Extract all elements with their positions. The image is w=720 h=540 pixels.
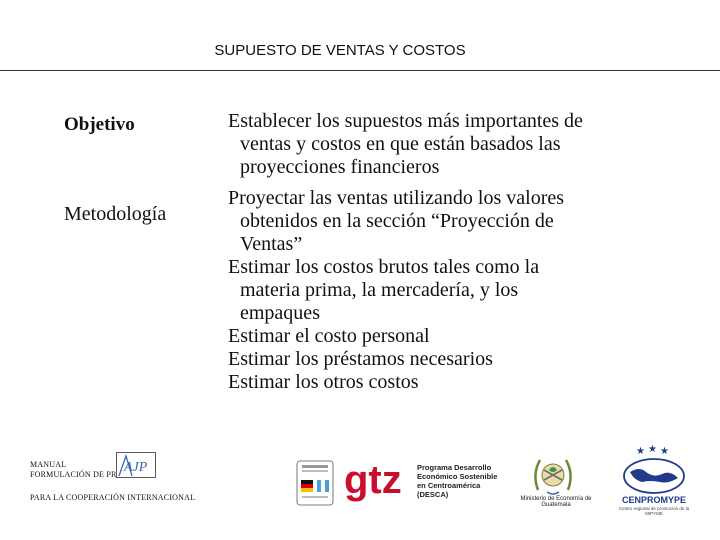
metodologia-line: materia prima, la mercadería, y los [240, 279, 519, 301]
desca-line: Programa Desarrollo [417, 463, 492, 472]
ministry-caption: Ministerio de Economía de Guatemala [520, 496, 592, 508]
guatemala-crest-icon [530, 450, 576, 498]
metodologia-line: Ventas” [240, 233, 303, 255]
svg-text:★: ★ [636, 446, 645, 457]
svg-text:★: ★ [660, 446, 669, 457]
metodologia-line: Estimar los préstamos necesarios [228, 348, 493, 370]
manual-caption [30, 460, 117, 480]
cenpromype-subtitle: Centro regional de promoción de la MIPYME [618, 506, 690, 516]
desca-caption [417, 463, 497, 499]
metodologia-item [228, 371, 698, 394]
manual-line: FORMULACIÓN DE PR [30, 470, 117, 479]
cooperation-caption: PARA LA COOPERACIÓN INTERNACIONAL [30, 493, 196, 502]
objetivo-line: proyecciones financieros [240, 156, 440, 178]
cenpromype-logo-icon [616, 444, 692, 496]
ajp-logo-icon [116, 452, 156, 478]
metodologia-line: Proyectar las ventas utilizando los valores [228, 187, 565, 209]
metodologia-line: Estimar el costo personal [228, 325, 430, 347]
cooperation-seal-icon [296, 460, 334, 506]
objetivo-label: Objetivo [64, 114, 135, 135]
gtz-logo: gtz [344, 458, 402, 502]
svg-text:★: ★ [648, 444, 657, 455]
title-divider [0, 70, 720, 71]
metodologia-line: Estimar los costos brutos tales como la [228, 256, 540, 278]
manual-line: MANUAL [30, 460, 67, 469]
desca-line: (DESCA) [417, 490, 449, 499]
ajp-logo-text: AJP [124, 460, 148, 475]
metodologia-item [228, 348, 698, 371]
metodologia-line: obtenidos en la sección “Proyección de [240, 210, 554, 232]
metodologia-item [228, 187, 698, 256]
metodologia-label: Metodología [64, 203, 167, 225]
content-column [228, 110, 698, 394]
page-title: SUPUESTO DE VENTAS Y COSTOS [214, 42, 466, 59]
desca-line: Económico Sostenible [417, 472, 498, 481]
metodologia-item [228, 325, 698, 348]
metodologia-line: Estimar los otros costos [228, 371, 419, 393]
metodologia-line: empaques [240, 302, 320, 324]
objetivo-text [228, 110, 698, 179]
objetivo-line: Establecer los supuestos más importantes de [228, 110, 583, 132]
objetivo-line: ventas y costos en que están basados las [240, 133, 561, 155]
cenpromype-name: CENPROMYPE [621, 495, 686, 505]
desca-line: en Centroamérica [417, 481, 481, 490]
metodologia-item [228, 256, 698, 325]
